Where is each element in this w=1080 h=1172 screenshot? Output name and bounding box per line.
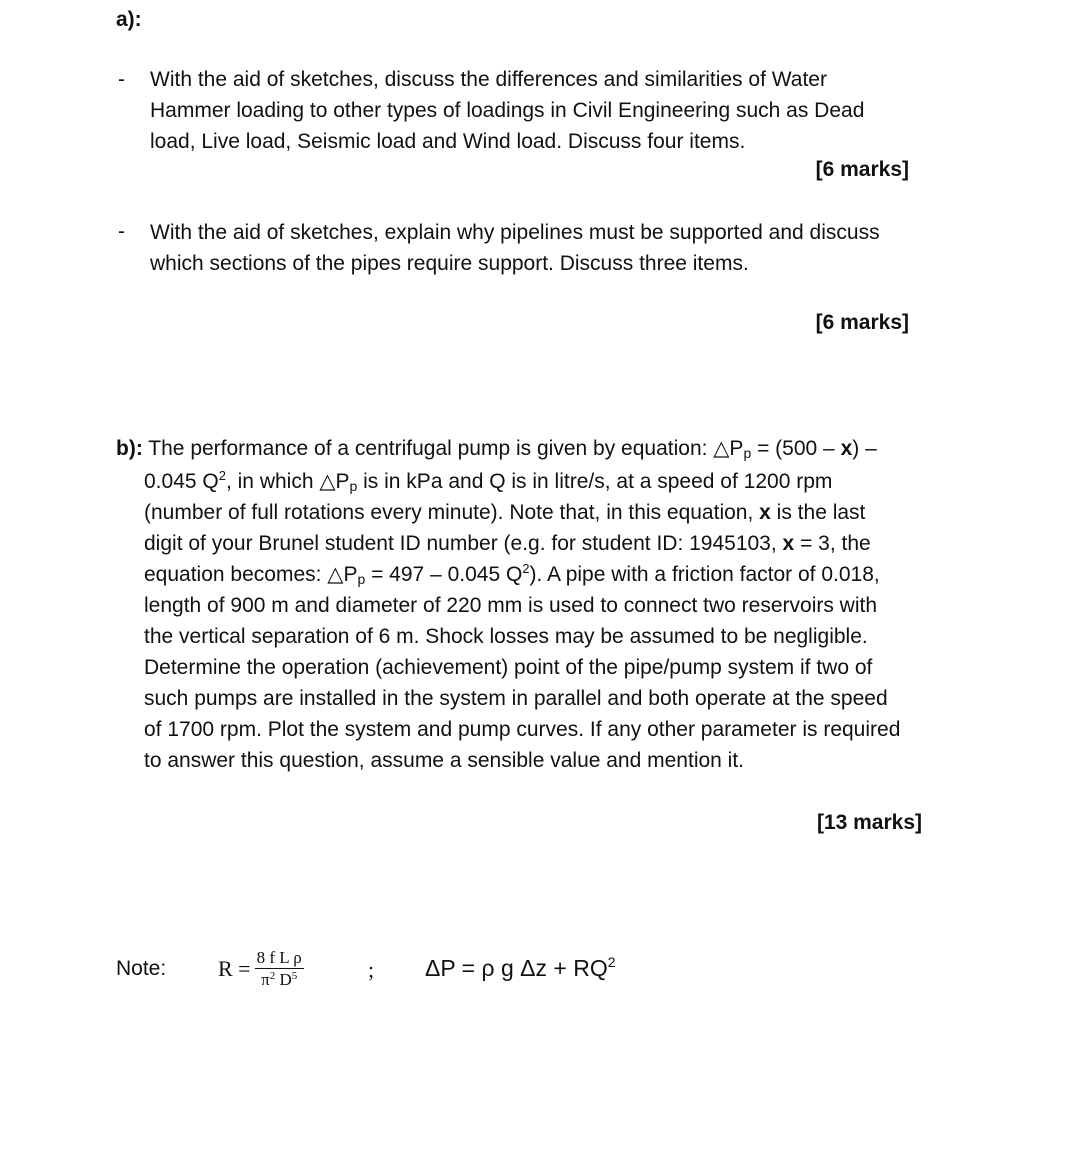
superscript: 2 [607, 954, 616, 970]
text-run: = (500 – [751, 437, 841, 460]
text-run: , in which △P [225, 470, 350, 493]
superscript: 2 [269, 970, 276, 982]
text-run: π [261, 970, 270, 989]
text-line [144, 466, 1004, 497]
text-line: Determine the operation (achievement) point of the pipe/pump system if two of [144, 656, 873, 679]
part-b-line-1 [116, 433, 996, 464]
subscript: p [357, 571, 366, 587]
text-line [144, 497, 1004, 528]
text-run: (number of full rotations every minute). Note that, in this equation, [144, 501, 754, 524]
text-line: which sections of the pipes require support. Discuss three items. [150, 252, 749, 275]
text-run: digit of your Brunel student ID number (e.g. for student ID: 1945103, [144, 532, 777, 555]
superscript: 5 [291, 970, 298, 982]
marks-label: [6 marks] [815, 158, 909, 181]
text-run: D [275, 970, 292, 989]
part-b-body [144, 466, 1004, 776]
text-line: Hammer loading to other types of loadings in Civil Engineering such as Dead [150, 99, 865, 122]
bullet-marker: - [118, 68, 125, 91]
text-line: the vertical separation of 6 m. Shock losses may be assumed to be negligible. [144, 625, 868, 648]
note-label: Note: [116, 957, 167, 980]
text-line: of 1700 rpm. Plot the system and pump curves. If any other parameter is required [144, 718, 901, 741]
text-run: = 3, the [794, 532, 871, 555]
text-run: The performance of a centrifugal pump is given by equation: △P [148, 437, 744, 460]
text-line: With the aid of sketches, explain why pipelines must be supported and discuss [150, 221, 880, 244]
formula-separator: ; [368, 957, 375, 982]
text-run: ) – [852, 437, 877, 460]
r-fraction [255, 949, 304, 989]
text-line: With the aid of sketches, discuss the differences and similarities of Water [150, 68, 827, 91]
superscript: 2 [218, 468, 226, 483]
r-formula [218, 942, 304, 996]
part-a-item-2 [150, 217, 1010, 279]
text-line [144, 528, 1004, 559]
part-a-item-1 [150, 64, 990, 157]
subscript: p [349, 478, 358, 494]
fraction-numerator: 8 f L ρ [256, 948, 302, 967]
part-a-heading: a): [116, 8, 142, 31]
variable-x: x [782, 532, 795, 555]
text-run: ΔP = ρ g Δz + RQ [425, 955, 608, 981]
text-run: equation becomes: △P [144, 563, 358, 586]
text-run: ). A pipe with a friction factor of 0.018, [529, 563, 880, 586]
bullet-marker: - [118, 220, 125, 243]
variable-x: x [759, 501, 771, 524]
text-run: is the last [770, 501, 866, 524]
text-run: = 497 – 0.045 Q [365, 563, 523, 586]
text-line: length of 900 m and diameter of 220 mm is used to connect two reservoirs with [144, 594, 878, 617]
text-line: load, Live load, Seismic load and Wind load. Discuss four items. [150, 130, 746, 153]
superscript: 2 [522, 561, 530, 576]
part-b-heading: b): [116, 437, 143, 460]
text-run: 0.045 Q [144, 470, 219, 493]
delta-p-formula [425, 955, 616, 982]
marks-label: [6 marks] [815, 311, 909, 334]
variable-x: x [840, 437, 853, 460]
text-line [144, 559, 1004, 590]
text-run: is in kPa and Q is in litre/s, at a speed of 1200 rpm [357, 470, 833, 493]
marks-label: [13 marks] [816, 811, 922, 834]
subscript: p [743, 445, 752, 461]
fraction-denominator [259, 969, 299, 989]
text-line: such pumps are installed in the system in parallel and both operate at the speed [144, 687, 888, 710]
text-line: to answer this question, assume a sensible value and mention it. [144, 749, 745, 772]
r-lhs: R = [218, 956, 251, 981]
